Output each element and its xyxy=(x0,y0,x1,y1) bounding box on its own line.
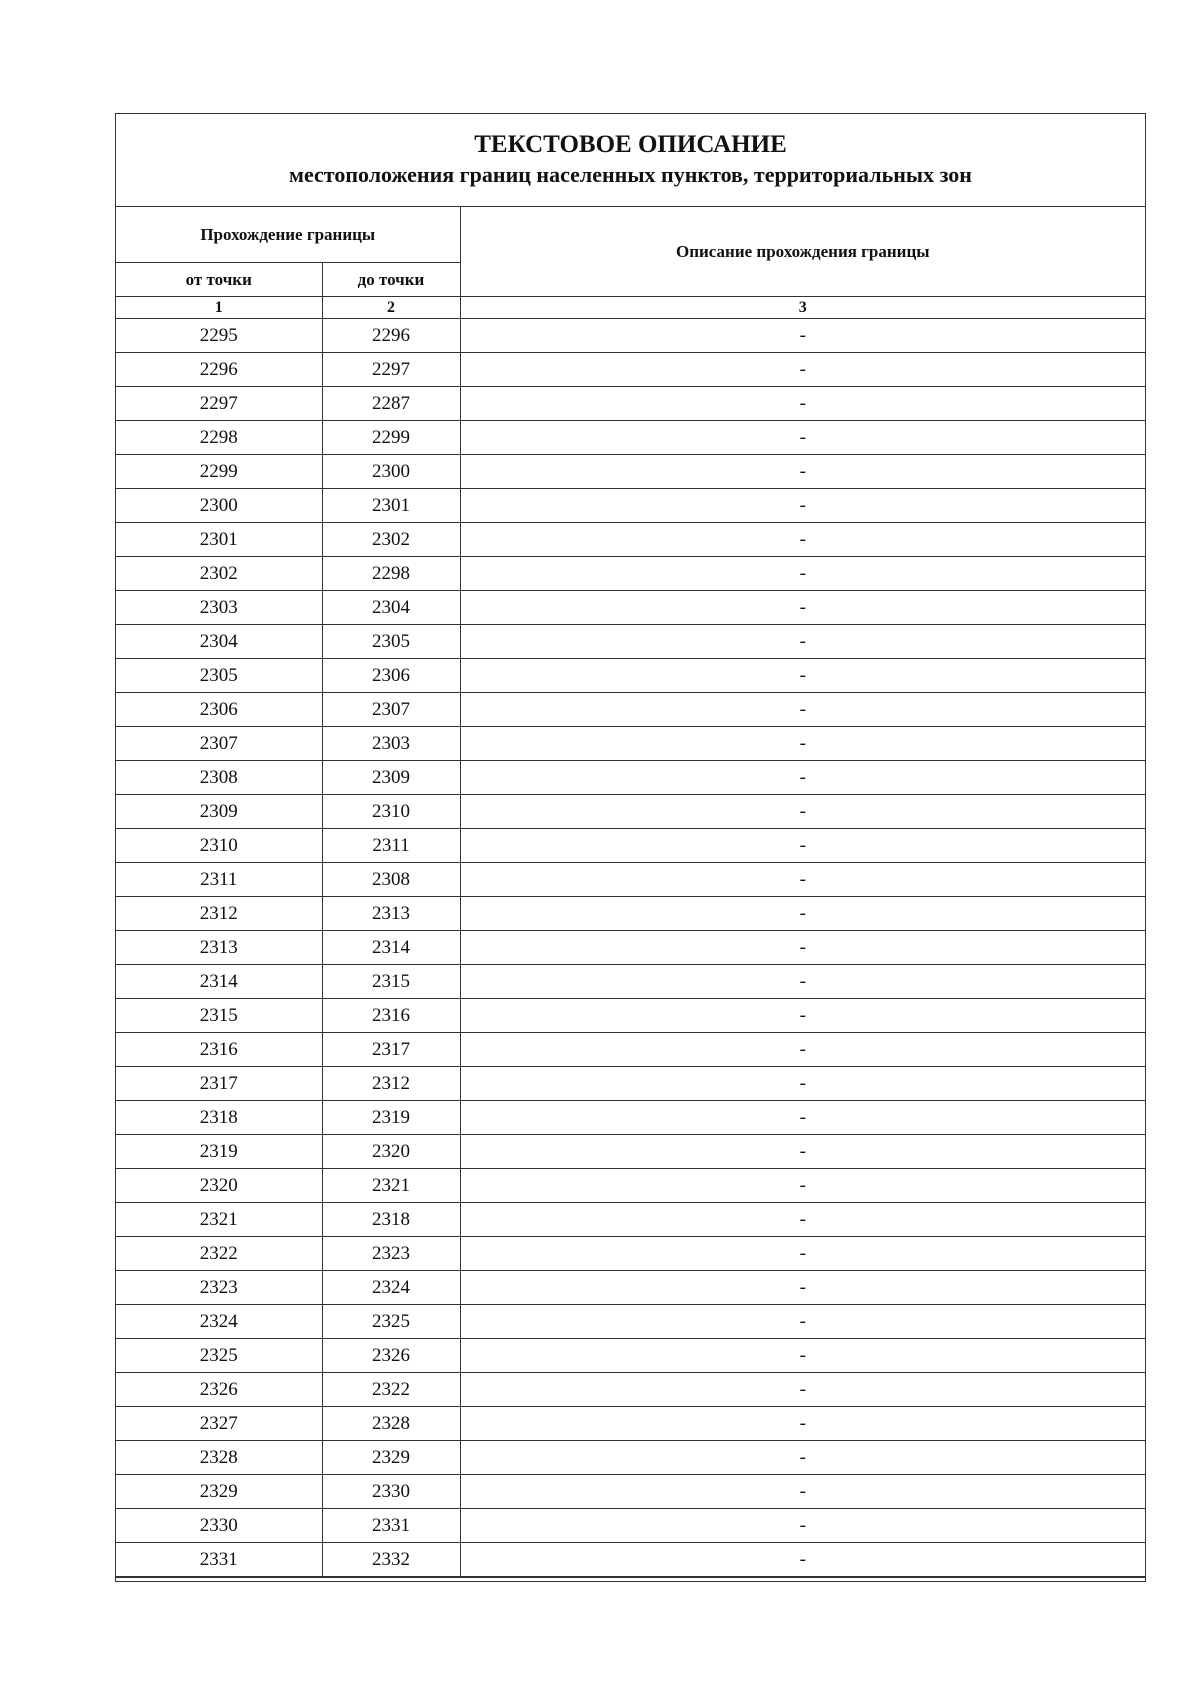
description-cell: - xyxy=(460,1101,1145,1135)
document-title: ТЕКСТОВОЕ ОПИСАНИЕ xyxy=(474,131,787,158)
document-subtitle: местоположения границ населенных пунктов, территориальных зон xyxy=(289,162,972,187)
from-point-cell: 2318 xyxy=(116,1101,322,1135)
description-cell: - xyxy=(460,1135,1145,1169)
from-point-cell: 2295 xyxy=(116,319,322,353)
description-cell: - xyxy=(460,625,1145,659)
from-point-cell: 2328 xyxy=(116,1441,322,1475)
table-row xyxy=(116,1543,1145,1577)
table-row xyxy=(116,1509,1145,1543)
table-row xyxy=(116,999,1145,1033)
column-number-2: 2 xyxy=(322,297,460,319)
to-point-cell: 2313 xyxy=(322,897,460,931)
from-point-cell: 2307 xyxy=(116,727,322,761)
to-point-cell: 2306 xyxy=(322,659,460,693)
description-cell: - xyxy=(460,761,1145,795)
table-row xyxy=(116,931,1145,965)
from-point-cell: 2317 xyxy=(116,1067,322,1101)
to-point-cell: 2328 xyxy=(322,1407,460,1441)
to-point-cell: 2329 xyxy=(322,1441,460,1475)
description-cell: - xyxy=(460,829,1145,863)
table-row xyxy=(116,1305,1145,1339)
document-header xyxy=(116,114,1145,207)
table-row xyxy=(116,455,1145,489)
to-point-cell: 2331 xyxy=(322,1509,460,1543)
from-point-cell: 2297 xyxy=(116,387,322,421)
from-point-cell: 2306 xyxy=(116,693,322,727)
description-cell: - xyxy=(460,1543,1145,1577)
table-row xyxy=(116,557,1145,591)
description-cell: - xyxy=(460,1407,1145,1441)
from-point-cell: 2325 xyxy=(116,1339,322,1373)
table-row xyxy=(116,659,1145,693)
to-point-cell: 2310 xyxy=(322,795,460,829)
table-row xyxy=(116,421,1145,455)
table-row xyxy=(116,1271,1145,1305)
to-point-cell: 2303 xyxy=(322,727,460,761)
table-row xyxy=(116,693,1145,727)
to-point-cell: 2315 xyxy=(322,965,460,999)
from-point-cell: 2322 xyxy=(116,1237,322,1271)
table-row xyxy=(116,523,1145,557)
description-cell: - xyxy=(460,1441,1145,1475)
description-cell: - xyxy=(460,693,1145,727)
table-row xyxy=(116,319,1145,353)
boundary-rows xyxy=(116,319,1145,1577)
from-point-cell: 2324 xyxy=(116,1305,322,1339)
description-cell: - xyxy=(460,1373,1145,1407)
description-cell: - xyxy=(460,489,1145,523)
to-point-cell: 2320 xyxy=(322,1135,460,1169)
to-point-cell: 2299 xyxy=(322,421,460,455)
boundary-table xyxy=(116,207,1145,1577)
to-point-cell: 2309 xyxy=(322,761,460,795)
description-cell: - xyxy=(460,319,1145,353)
to-point-cell: 2305 xyxy=(322,625,460,659)
to-point-header: до точки xyxy=(322,263,460,297)
to-point-cell: 2323 xyxy=(322,1237,460,1271)
column-number-3: 3 xyxy=(460,297,1145,319)
table-row xyxy=(116,863,1145,897)
to-point-cell: 2316 xyxy=(322,999,460,1033)
description-cell: - xyxy=(460,1033,1145,1067)
from-point-cell: 2327 xyxy=(116,1407,322,1441)
description-cell: - xyxy=(460,387,1145,421)
from-point-cell: 2296 xyxy=(116,353,322,387)
table-row xyxy=(116,829,1145,863)
from-point-cell: 2330 xyxy=(116,1509,322,1543)
to-point-cell: 2300 xyxy=(322,455,460,489)
from-point-cell: 2309 xyxy=(116,795,322,829)
table-row xyxy=(116,1339,1145,1373)
description-cell: - xyxy=(460,659,1145,693)
table-row xyxy=(116,1407,1145,1441)
description-cell: - xyxy=(460,523,1145,557)
table-row xyxy=(116,795,1145,829)
table-row xyxy=(116,1441,1145,1475)
from-point-cell: 2316 xyxy=(116,1033,322,1067)
table-row xyxy=(116,897,1145,931)
table-row xyxy=(116,727,1145,761)
from-point-cell: 2314 xyxy=(116,965,322,999)
description-cell: - xyxy=(460,1067,1145,1101)
to-point-cell: 2308 xyxy=(322,863,460,897)
from-point-cell: 2320 xyxy=(116,1169,322,1203)
description-cell: - xyxy=(460,795,1145,829)
to-point-cell: 2296 xyxy=(322,319,460,353)
table-row xyxy=(116,1135,1145,1169)
to-point-cell: 2332 xyxy=(322,1543,460,1577)
description-cell: - xyxy=(460,1169,1145,1203)
to-point-cell: 2298 xyxy=(322,557,460,591)
from-point-cell: 2323 xyxy=(116,1271,322,1305)
table-row xyxy=(116,1237,1145,1271)
table-row xyxy=(116,1101,1145,1135)
table-row xyxy=(116,1033,1145,1067)
description-header: Описание прохождения границы xyxy=(460,207,1145,297)
table-row xyxy=(116,625,1145,659)
description-cell: - xyxy=(460,557,1145,591)
from-point-cell: 2301 xyxy=(116,523,322,557)
from-point-cell: 2303 xyxy=(116,591,322,625)
description-cell: - xyxy=(460,1203,1145,1237)
description-cell: - xyxy=(460,897,1145,931)
table-row xyxy=(116,761,1145,795)
table-bottom-rule xyxy=(116,1577,1145,1582)
description-cell: - xyxy=(460,1475,1145,1509)
to-point-cell: 2317 xyxy=(322,1033,460,1067)
to-point-cell: 2307 xyxy=(322,693,460,727)
from-point-cell: 2331 xyxy=(116,1543,322,1577)
from-point-cell: 2298 xyxy=(116,421,322,455)
boundary-passage-header: Прохождение границы xyxy=(116,207,460,263)
table-row xyxy=(116,965,1145,999)
table-row xyxy=(116,1373,1145,1407)
table-row xyxy=(116,489,1145,523)
table-row xyxy=(116,387,1145,421)
from-point-cell: 2329 xyxy=(116,1475,322,1509)
description-cell: - xyxy=(460,421,1145,455)
to-point-cell: 2314 xyxy=(322,931,460,965)
to-point-cell: 2312 xyxy=(322,1067,460,1101)
from-point-cell: 2302 xyxy=(116,557,322,591)
to-point-cell: 2311 xyxy=(322,829,460,863)
column-number-1: 1 xyxy=(116,297,322,319)
to-point-cell: 2319 xyxy=(322,1101,460,1135)
from-point-cell: 2305 xyxy=(116,659,322,693)
table-row xyxy=(116,1067,1145,1101)
from-point-cell: 2300 xyxy=(116,489,322,523)
to-point-cell: 2304 xyxy=(322,591,460,625)
to-point-cell: 2321 xyxy=(322,1169,460,1203)
from-point-header: от точки xyxy=(116,263,322,297)
description-cell: - xyxy=(460,455,1145,489)
from-point-cell: 2326 xyxy=(116,1373,322,1407)
from-point-cell: 2310 xyxy=(116,829,322,863)
description-cell: - xyxy=(460,1237,1145,1271)
to-point-cell: 2324 xyxy=(322,1271,460,1305)
from-point-cell: 2312 xyxy=(116,897,322,931)
description-cell: - xyxy=(460,727,1145,761)
from-point-cell: 2311 xyxy=(116,863,322,897)
table-row xyxy=(116,591,1145,625)
to-point-cell: 2330 xyxy=(322,1475,460,1509)
to-point-cell: 2297 xyxy=(322,353,460,387)
description-cell: - xyxy=(460,1271,1145,1305)
from-point-cell: 2315 xyxy=(116,999,322,1033)
from-point-cell: 2304 xyxy=(116,625,322,659)
from-point-cell: 2319 xyxy=(116,1135,322,1169)
to-point-cell: 2318 xyxy=(322,1203,460,1237)
description-cell: - xyxy=(460,1339,1145,1373)
to-point-cell: 2322 xyxy=(322,1373,460,1407)
description-cell: - xyxy=(460,931,1145,965)
to-point-cell: 2287 xyxy=(322,387,460,421)
description-cell: - xyxy=(460,1509,1145,1543)
to-point-cell: 2302 xyxy=(322,523,460,557)
description-cell: - xyxy=(460,965,1145,999)
from-point-cell: 2313 xyxy=(116,931,322,965)
to-point-cell: 2325 xyxy=(322,1305,460,1339)
description-cell: - xyxy=(460,353,1145,387)
description-cell: - xyxy=(460,863,1145,897)
table-row xyxy=(116,353,1145,387)
from-point-cell: 2299 xyxy=(116,455,322,489)
description-cell: - xyxy=(460,999,1145,1033)
table-row xyxy=(116,1169,1145,1203)
from-point-cell: 2308 xyxy=(116,761,322,795)
to-point-cell: 2326 xyxy=(322,1339,460,1373)
boundary-description-document xyxy=(115,113,1146,1582)
to-point-cell: 2301 xyxy=(322,489,460,523)
table-row xyxy=(116,1203,1145,1237)
from-point-cell: 2321 xyxy=(116,1203,322,1237)
table-row xyxy=(116,1475,1145,1509)
description-cell: - xyxy=(460,1305,1145,1339)
description-cell: - xyxy=(460,591,1145,625)
